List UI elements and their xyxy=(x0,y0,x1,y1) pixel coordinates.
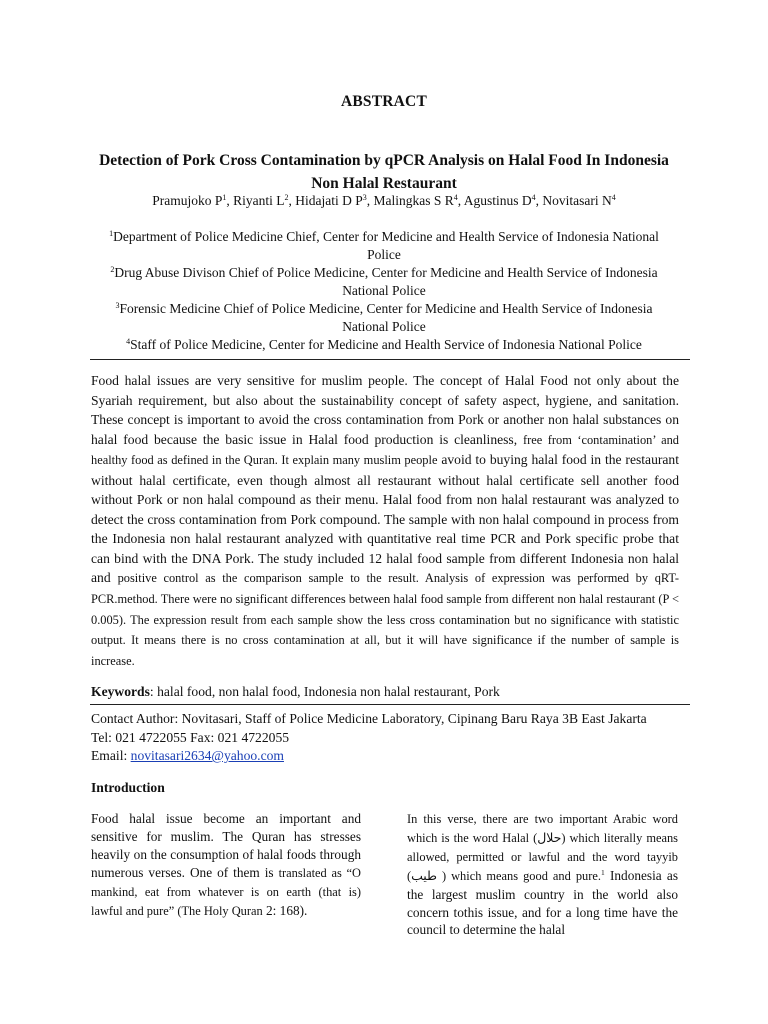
author-name: Pramujoko P xyxy=(152,193,223,208)
affiliation-list xyxy=(92,228,676,354)
affiliation-sup: 3 xyxy=(115,301,120,310)
author-affiliation-sup: 4 xyxy=(531,193,536,202)
author-separator: , xyxy=(226,193,234,208)
author-name: Novitasari N xyxy=(542,193,612,208)
intro-left-text-3: 2: 168). xyxy=(266,902,308,918)
intro-left-text-2: translated as “O mankind, eat from whatever is on earth (that is) lawful and pure” (The Holy Quran xyxy=(91,865,361,918)
intro-left-text-1: Food halal issue become an important and sensitive for muslim. The Quran has stresses heavily on the consumption of halal foods through numerous verses. One of them is xyxy=(91,811,361,880)
contact-phone: Tel: 021 4722055 Fax: 021 4722055 xyxy=(91,729,290,745)
affiliation-item xyxy=(92,264,676,300)
author-name: Riyanti L xyxy=(233,193,285,208)
abstract-text-2: free from ‘contamination’ and healthy food as defined in the Quran. It explain many muslim people xyxy=(91,432,679,468)
introduction-heading: Introduction xyxy=(91,780,165,795)
author-name: Hidajati D P xyxy=(295,193,363,208)
affiliation-sup: 4 xyxy=(126,337,131,346)
email-link[interactable]: novitasari2634@yahoo.com xyxy=(130,748,284,763)
abstract-text-4: positive control as the comparison sample to the result. Analysis of expression was performed by qRT-PCR.method. There were no significant differences between halal food sample from different non halal restaurant (P < 0.005). The expression result from each sample show the less cross contamination but no significance with statistic output. It means there is no cross contamination at all, but it will have significance if the number of sample is increase. xyxy=(91,571,679,668)
affiliation-sup: 2 xyxy=(110,265,115,274)
intro-right-text-2: Indonesia as the largest muslim country in the world also concern tothis issue, and for a long time have the council to determine the halal xyxy=(407,867,679,938)
affiliation-text: Forensic Medicine Chief of Police Medicine, Center for Medicine and Health Service of Indonesia National Police xyxy=(119,301,653,334)
citation-sup: 1 xyxy=(600,867,605,877)
header-divider xyxy=(90,359,690,360)
keywords-label: Keywords xyxy=(91,684,150,699)
author-separator: , xyxy=(366,193,374,208)
contact-author: Contact Author: Novitasari, Staff of Police Medicine Laboratory, Cipinang Baru Raya 3B East Jakarta xyxy=(91,711,647,726)
author-affiliation-sup: 3 xyxy=(362,193,367,202)
author-name: Malingkas S R xyxy=(373,193,454,208)
keywords xyxy=(91,682,679,701)
author-separator: , xyxy=(288,193,296,208)
author-affiliation-sup: 1 xyxy=(222,193,227,202)
introduction-right-column xyxy=(407,810,678,939)
abstract-body xyxy=(91,371,679,671)
affiliation-text: Department of Police Medicine Chief, Center for Medicine and Health Service of Indonesia National Police xyxy=(113,229,659,262)
affiliation-item xyxy=(92,336,676,354)
author-separator: , xyxy=(535,193,543,208)
author-list xyxy=(84,192,684,210)
author-affiliation-sup: 2 xyxy=(284,193,289,202)
affiliation-text: Drug Abuse Divison Chief of Police Medicine, Center for Medicine and Health Service of Indonesia National Police xyxy=(114,265,658,298)
intro-right-text-1: In this verse, there are two important Arabic word which is the word Halal (حلال) which literally means allowed, permitted or lawful and the word tayyib (طيب ) which means good and pure. xyxy=(407,812,678,883)
affiliation-text: Staff of Police Medicine, Center for Medicine and Health Service of Indonesia National Police xyxy=(130,337,642,352)
abstract-heading: ABSTRACT xyxy=(340,93,427,110)
affiliation-sup: 1 xyxy=(109,229,114,238)
paper-title: Detection of Pork Cross Contamination by qPCR Analysis on Halal Food In Indonesia Non Halal Restaurant xyxy=(99,152,669,192)
contact-email-line xyxy=(91,747,691,766)
abstract-text-1: Food halal issues are very sensitive for muslim people. The concept of Halal Food not only about the Syariah requirement, but also about the sustainability concept of safety aspect, hygiene, and sanitation. These concept is important to avoid the cross contamination from Pork or another non halal substances on halal food because the basic issue in Halal food production is cleanliness, xyxy=(91,373,679,447)
author-name: Agustinus D xyxy=(463,193,532,208)
affiliation-item xyxy=(92,228,676,264)
author-affiliation-sup: 4 xyxy=(611,193,616,202)
email-label: Email: xyxy=(91,748,131,763)
introduction-left-column xyxy=(91,810,361,920)
contact-block xyxy=(91,710,691,766)
keywords-text: : halal food, non halal food, Indonesia non halal restaurant, Pork xyxy=(149,684,500,699)
author-affiliation-sup: 4 xyxy=(453,193,458,202)
author-separator: , xyxy=(457,193,464,208)
abstract-text-3: avoid to buying halal food in the restaurant without halal certificate, even though almost all restaurant without halal certificate sell another food without Pork or non halal compound as their menu. Halal food from non halal restaurant was analyzed to detect the cross contamination from Pork compound. The sample with non halal compound in process from the Indonesia non halal restaurant analyzed with quantitative real time PCR and Pork specific probe that can bind with the DNA Pork. The study included 12 halal food sample from different Indonesia non halal and xyxy=(91,452,680,586)
affiliation-item xyxy=(92,300,676,336)
keywords-divider xyxy=(90,704,690,705)
